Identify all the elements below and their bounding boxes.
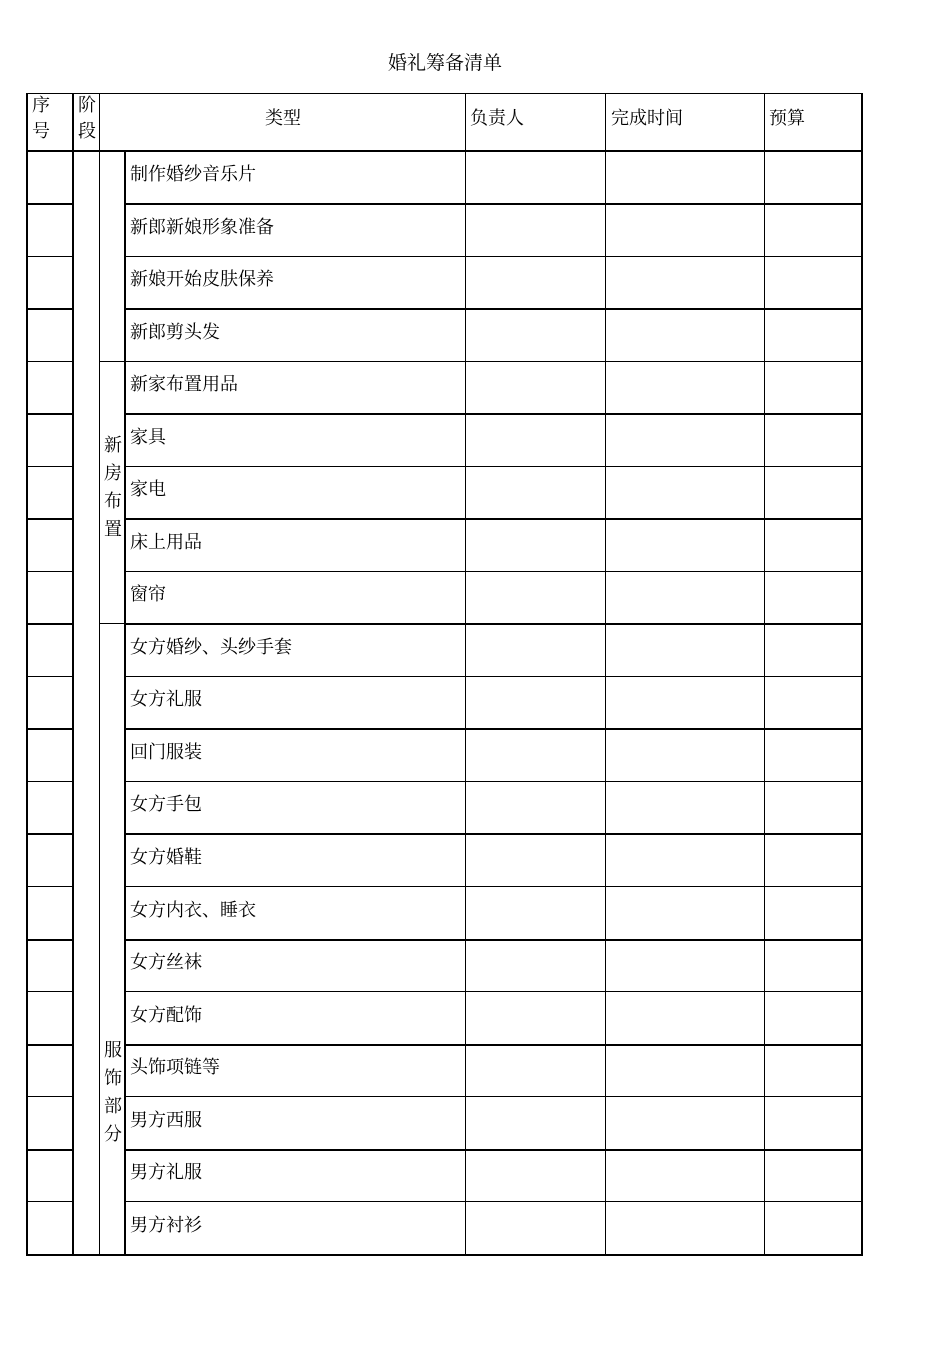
budget-cell[interactable]: [765, 1149, 861, 1201]
stage-clothing-char-2: 饰: [104, 1068, 122, 1089]
budget-cell[interactable]: [765, 1096, 861, 1149]
seq-cell[interactable]: [28, 203, 72, 256]
budget-cell[interactable]: [765, 571, 861, 623]
item-label: 头饰项链等: [130, 1057, 220, 1078]
budget-cell[interactable]: [765, 361, 861, 413]
seq-cell[interactable]: [28, 466, 72, 518]
done-time-cell[interactable]: [606, 1201, 764, 1254]
done-time-cell[interactable]: [606, 203, 764, 256]
done-time-cell[interactable]: [606, 781, 764, 833]
done-time-cell[interactable]: [606, 1044, 764, 1096]
grid-line: [26, 93, 862, 94]
item-label: 新家布置用品: [130, 374, 238, 395]
done-time-cell[interactable]: [606, 1096, 764, 1149]
stage-clothing-char-1: 服: [104, 1040, 122, 1061]
budget-cell[interactable]: [765, 203, 861, 256]
item-label: 女方内衣、睡衣: [130, 900, 256, 921]
grid-line: [99, 623, 125, 624]
owner-cell[interactable]: [466, 939, 605, 991]
owner-cell[interactable]: [466, 676, 605, 728]
done-time-cell[interactable]: [606, 991, 764, 1044]
grid-line: [72, 93, 74, 1256]
seq-cell[interactable]: [28, 1096, 72, 1149]
done-time-cell[interactable]: [606, 308, 764, 361]
owner-cell[interactable]: [466, 781, 605, 833]
budget-cell[interactable]: [765, 939, 861, 991]
done-time-cell[interactable]: [606, 728, 764, 781]
owner-cell[interactable]: [466, 623, 605, 676]
budget-cell[interactable]: [765, 886, 861, 939]
budget-cell[interactable]: [765, 1201, 861, 1254]
item-label: 女方婚纱、头纱手套: [130, 637, 292, 658]
budget-cell[interactable]: [765, 518, 861, 571]
header-stage-char-2: 段: [78, 121, 96, 142]
seq-cell[interactable]: [28, 361, 72, 413]
item-label: 女方礼服: [130, 689, 202, 710]
stage-house-char-4: 置: [104, 519, 122, 540]
seq-cell[interactable]: [28, 728, 72, 781]
item-label: 男方衬衫: [130, 1215, 202, 1236]
header-stage: [78, 93, 100, 145]
item-label: 床上用品: [130, 532, 202, 553]
header-owner: 负责人: [470, 108, 524, 129]
seq-cell[interactable]: [28, 623, 72, 676]
grid-line: [861, 93, 863, 1256]
done-time-cell[interactable]: [606, 151, 764, 203]
owner-cell[interactable]: [466, 256, 605, 308]
owner-cell[interactable]: [466, 1149, 605, 1201]
seq-cell[interactable]: [28, 413, 72, 466]
done-time-cell[interactable]: [606, 939, 764, 991]
budget-cell[interactable]: [765, 728, 861, 781]
seq-cell[interactable]: [28, 939, 72, 991]
budget-cell[interactable]: [765, 1044, 861, 1096]
budget-cell[interactable]: [765, 308, 861, 361]
budget-cell[interactable]: [765, 781, 861, 833]
done-time-cell[interactable]: [606, 886, 764, 939]
done-time-cell[interactable]: [606, 256, 764, 308]
done-time-cell[interactable]: [606, 361, 764, 413]
item-label: 家具: [130, 427, 166, 448]
stage-clothing-char-3: 部: [104, 1096, 122, 1117]
seq-cell[interactable]: [28, 991, 72, 1044]
item-label: 男方西服: [130, 1110, 202, 1131]
item-label: 窗帘: [130, 584, 166, 605]
header-seq: [32, 93, 68, 145]
owner-cell[interactable]: [466, 728, 605, 781]
page-title: 婚礼筹备清单: [387, 52, 502, 74]
item-label: 男方礼服: [130, 1162, 202, 1183]
header-seq-char-1: 序: [32, 95, 50, 116]
seq-cell[interactable]: [28, 781, 72, 833]
owner-cell[interactable]: [466, 1096, 605, 1149]
budget-cell[interactable]: [765, 466, 861, 518]
seq-cell[interactable]: [28, 256, 72, 308]
header-done-time: 完成时间: [611, 108, 683, 129]
done-time-cell[interactable]: [606, 518, 764, 571]
seq-cell[interactable]: [28, 1044, 72, 1096]
item-label: 女方手包: [130, 794, 202, 815]
done-time-cell[interactable]: [606, 833, 764, 886]
item-label: 家电: [130, 479, 166, 500]
owner-cell[interactable]: [466, 413, 605, 466]
done-time-cell[interactable]: [606, 623, 764, 676]
seq-cell[interactable]: [28, 571, 72, 623]
owner-cell[interactable]: [466, 1201, 605, 1254]
budget-cell[interactable]: [765, 623, 861, 676]
stage-house-char-1: 新: [104, 435, 122, 456]
stage-house-char-3: 布: [104, 491, 122, 512]
grid-line: [99, 151, 100, 1256]
budget-cell[interactable]: [765, 833, 861, 886]
done-time-cell[interactable]: [606, 1149, 764, 1201]
owner-cell[interactable]: [466, 466, 605, 518]
owner-cell[interactable]: [466, 518, 605, 571]
owner-cell[interactable]: [466, 203, 605, 256]
stage-clothing-label: [101, 1037, 125, 1149]
stage-house-char-2: 房: [104, 463, 122, 484]
budget-cell[interactable]: [765, 676, 861, 728]
owner-cell[interactable]: [466, 833, 605, 886]
header-stage-char-1: 阶: [78, 95, 96, 116]
item-label: 制作婚纱音乐片: [130, 164, 256, 185]
owner-cell[interactable]: [466, 991, 605, 1044]
seq-cell[interactable]: [28, 151, 72, 203]
item-label: 新郎新娘形象准备: [130, 217, 274, 238]
budget-cell[interactable]: [765, 991, 861, 1044]
seq-cell[interactable]: [28, 518, 72, 571]
item-label: 女方配饰: [130, 1005, 202, 1026]
header-seq-char-2: 号: [32, 121, 50, 142]
item-label: 新娘开始皮肤保养: [130, 269, 274, 290]
owner-cell[interactable]: [466, 361, 605, 413]
owner-cell[interactable]: [466, 1044, 605, 1096]
item-label: 女方婚鞋: [130, 847, 202, 868]
seq-cell[interactable]: [28, 308, 72, 361]
item-label: 女方丝袜: [130, 952, 202, 973]
item-label: 回门服装: [130, 742, 202, 763]
owner-cell[interactable]: [466, 571, 605, 623]
grid-line: [99, 361, 125, 362]
done-time-cell[interactable]: [606, 571, 764, 623]
seq-cell[interactable]: [28, 1201, 72, 1254]
done-time-cell[interactable]: [606, 413, 764, 466]
done-time-cell[interactable]: [606, 676, 764, 728]
stage-house-label: [101, 432, 125, 544]
owner-cell[interactable]: [466, 151, 605, 203]
owner-cell[interactable]: [466, 308, 605, 361]
budget-cell[interactable]: [765, 256, 861, 308]
owner-cell[interactable]: [466, 886, 605, 939]
grid-line: [26, 1254, 862, 1256]
item-label: 新郎剪头发: [130, 322, 220, 343]
seq-cell[interactable]: [28, 833, 72, 886]
budget-cell[interactable]: [765, 413, 861, 466]
done-time-cell[interactable]: [606, 466, 764, 518]
seq-cell[interactable]: [28, 1149, 72, 1201]
budget-cell[interactable]: [765, 151, 861, 203]
header-type: 类型: [265, 108, 301, 129]
seq-cell[interactable]: [28, 676, 72, 728]
header-budget: 预算: [769, 108, 805, 129]
stage-clothing-char-4: 分: [104, 1124, 122, 1145]
seq-cell[interactable]: [28, 886, 72, 939]
